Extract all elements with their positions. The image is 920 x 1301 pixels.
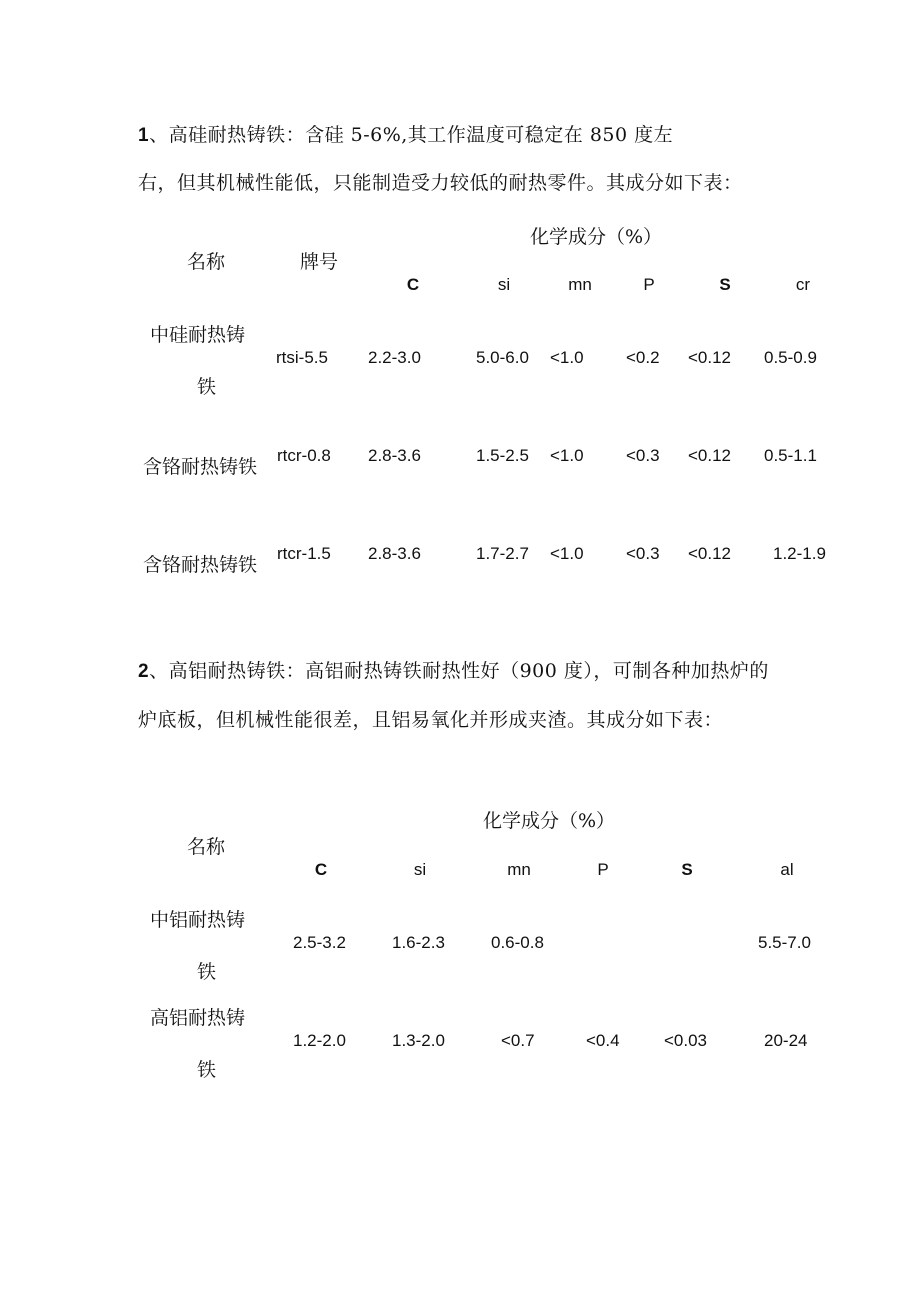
section1-line1-text: 、高硅耐热铸铁：含硅 5-6%,其工作温度可稳定在 850 度左	[149, 124, 674, 146]
t1-row3-s: <0.12	[688, 544, 732, 563]
t2-row1-si: 1.6-2.3	[392, 933, 445, 952]
t2-row2-name-b: 铁	[197, 1059, 217, 1081]
t1-row2-s: <0.12	[688, 446, 732, 465]
section2-line1-text: 、高铝耐热铸铁：高铝耐热铸铁耐热性好（900 度），可制各种加热炉的	[149, 660, 769, 682]
t1-col-p: P	[643, 275, 655, 294]
t2-name-header: 名称	[187, 836, 226, 858]
t1-group-header: 化学成分（%）	[530, 226, 663, 248]
t2-col-c: C	[314, 860, 328, 879]
t1-row3-mn: <1.0	[550, 544, 584, 563]
t1-row2-grade: rtcr-0.8	[277, 446, 331, 465]
t1-row1-s: <0.12	[688, 348, 732, 367]
t1-col-cr: cr	[795, 275, 811, 294]
t1-row2-name-a: 含铬耐热铸铁	[143, 456, 258, 478]
t2-group-header: 化学成分（%）	[483, 810, 616, 832]
t1-row2-p: <0.3	[626, 446, 660, 465]
t2-row2-c: 1.2-2.0	[293, 1031, 346, 1050]
t1-name-header: 名称	[187, 251, 226, 273]
t1-row3-grade: rtcr-1.5	[277, 544, 331, 563]
section1-line2: 右，但其机械性能低，只能制造受力较低的耐热零件。其成分如下表：	[138, 172, 743, 194]
t1-col-si: si	[497, 275, 511, 294]
t2-col-si: si	[413, 860, 427, 879]
t1-col-c: C	[406, 275, 420, 294]
t1-col-s: S	[719, 275, 731, 294]
t1-row3-cr: 1.2-1.9	[773, 544, 826, 563]
t2-row2-p: <0.4	[586, 1031, 620, 1050]
t1-row3-p: <0.3	[626, 544, 660, 563]
t2-col-mn: mn	[507, 860, 531, 879]
t2-row2-name-a: 高铝耐热铸	[150, 1007, 246, 1029]
t1-row1-grade: rtsi-5.5	[276, 348, 328, 367]
section1-line1	[138, 120, 673, 147]
t2-row2-si: 1.3-2.0	[392, 1031, 445, 1050]
t1-row1-p: <0.2	[626, 348, 660, 367]
t1-row1-si: 5.0-6.0	[476, 348, 529, 367]
t1-row2-mn: <1.0	[550, 446, 584, 465]
section2-number: 2	[138, 661, 150, 682]
t1-row1-name-b: 铁	[197, 376, 217, 398]
t2-row1-name-b: 铁	[197, 961, 217, 983]
t2-row1-c: 2.5-3.2	[293, 933, 346, 952]
t1-row1-c: 2.2-3.0	[368, 348, 421, 367]
t2-col-al: al	[780, 860, 794, 879]
t1-row3-name-a: 含铬耐热铸铁	[143, 554, 258, 576]
t2-col-p: P	[597, 860, 609, 879]
t2-col-s: S	[681, 860, 693, 879]
t1-row2-cr: 0.5-1.1	[764, 446, 817, 465]
t2-row2-mn: <0.7	[501, 1031, 535, 1050]
t1-row1-cr: 0.5-0.9	[764, 348, 817, 367]
section2-line1	[138, 656, 769, 683]
t1-row1-mn: <1.0	[550, 348, 584, 367]
t1-grade-header: 牌号	[300, 251, 339, 273]
t2-row1-mn: 0.6-0.8	[491, 933, 544, 952]
t1-row3-si: 1.7-2.7	[476, 544, 529, 563]
t1-row1-name-a: 中硅耐热铸	[150, 324, 246, 346]
section1-number: 1	[138, 125, 150, 146]
t2-row1-name-a: 中铝耐热铸	[150, 909, 246, 931]
t2-row2-s: <0.03	[664, 1031, 708, 1050]
t2-row2-al: 20-24	[764, 1031, 808, 1050]
t1-row2-si: 1.5-2.5	[476, 446, 529, 465]
t1-col-mn: mn	[568, 275, 592, 294]
t1-row2-c: 2.8-3.6	[368, 446, 421, 465]
t2-row1-al: 5.5-7.0	[758, 933, 811, 952]
t1-row3-c: 2.8-3.6	[368, 544, 421, 563]
section2-line2: 炉底板，但机械性能很差，且铝易氧化并形成夹渣。其成分如下表：	[138, 709, 724, 731]
